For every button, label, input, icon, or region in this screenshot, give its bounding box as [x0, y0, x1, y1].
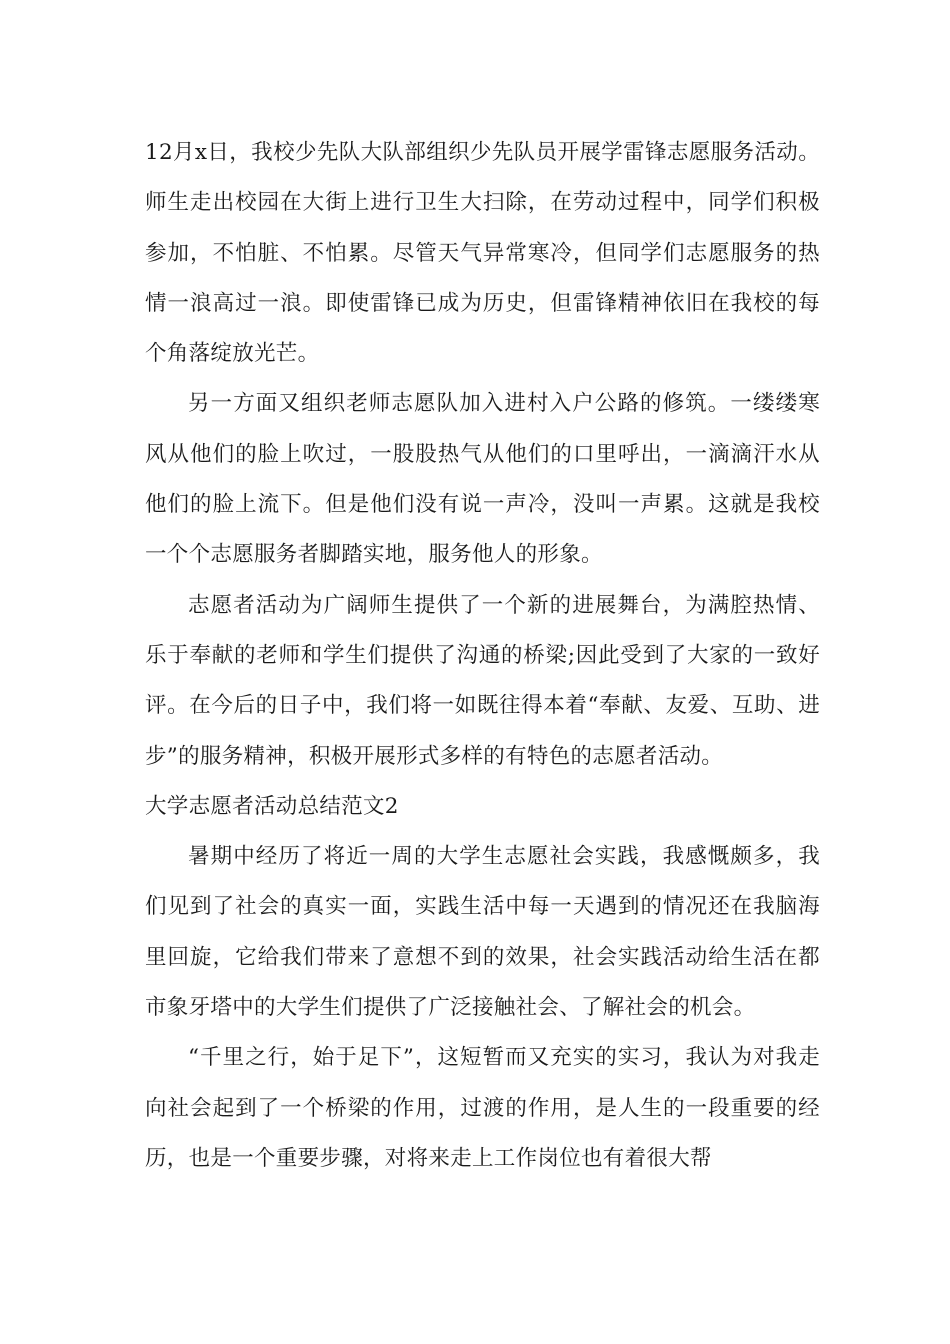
document-body [145, 128, 820, 1184]
paragraph-summary: 志愿者活动为广阔师生提供了一个新的进展舞台，为满腔热情、乐于奉献的老师和学生们提供了沟通的桥梁;因此受到了大家的一致好评。在今后的日子中，我们将一如既往得本着“奉献、友爱、互助、进步”的服务精神，积极开展形式多样的有特色的志愿者活动。 [145, 592, 820, 769]
paragraph-internship: “千里之行，始于足下”，这短暂而又充实的实习，我认为对我走向社会起到了一个桥梁的作用，过渡的作用，是人生的一段重要的经历，也是一个重要步骤，对将来走上工作岗位也有着很大帮 [145, 1045, 820, 1171]
paragraph-teacher-volunteers: 另一方面又组织老师志愿队加入进村入户公路的修筑。一缕缕寒风从他们的脸上吹过，一股股热气从他们的口里呼出，一滴滴汗水从他们的脸上流下。但是他们没有说一声冷，没叫一声累。这就是我校一个个志愿服务者脚踏实地，服务他人的形象。 [145, 391, 820, 568]
paragraph-volunteer-activity: 12月x日，我校少先队大队部组织少先队员开展学雷锋志愿服务活动。师生走出校园在大街上进行卫生大扫除，在劳动过程中，同学们积极参加，不怕脏、不怕累。尽管天气异常寒冷，但同学们志愿服务的热情一浪高过一浪。即使雷锋已成为历史，但雷锋精神依旧在我校的每个角落绽放光芒。 [145, 140, 820, 367]
paragraph-social-practice: 暑期中经历了将近一周的大学生志愿社会实践，我感慨颇多，我们见到了社会的真实一面，实践生活中每一天遇到的情况还在我脑海里回旋，它给我们带来了意想不到的效果，社会实践活动给生活在都市象牙塔中的大学生们提供了广泛接触社会、了解社会的机会。 [145, 844, 820, 1021]
section-title: 大学志愿者活动总结范文2 [145, 793, 399, 819]
